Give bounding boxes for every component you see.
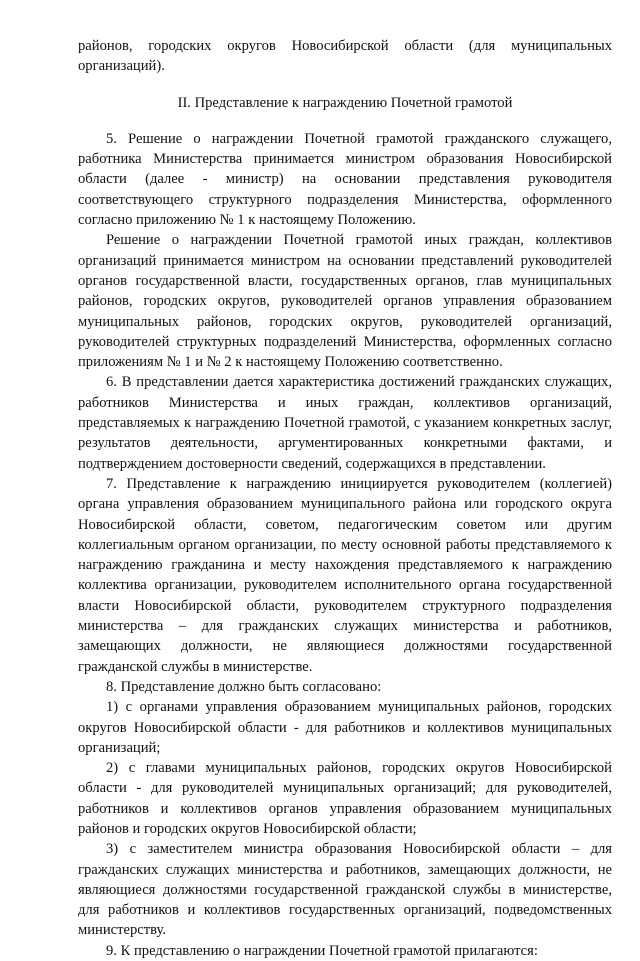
paragraph-5: 5. Решение о награждении Почетной грамотой гражданского служащего, работника Министерства принимается министром образования Новосибирской области (далее - министр) на основании представления руководителя соответствующего структурного подразделения Министерства, оформленного согласно приложению № 1 к настоящему Положению. bbox=[78, 130, 612, 229]
document-page bbox=[78, 36, 612, 961]
paragraph-8-item-3: 3) с заместителем министра образования Новосибирской области – для гражданских служащих министерства и работников, замещающих должности, не являющиеся должностями государственной гражданской службы в министерстве, для работников и коллективов государственных организаций, подведомственных министерству. bbox=[78, 841, 612, 939]
paragraph-7: 7. Представление к награждению инициируется руководителем (коллегией) органа управления образованием муниципального района или городского округа Новосибирской области, советом, педагогическим советом или другим коллегиальным органом организации, по месту основной работы представляемого к награждению гражданина и месту нахождения представляемого к награждению коллектива организации, руководителем исполнительного органа государственной власти Новосибирской области, руководителем структурного подразделения министерства – для гражданских служащих министерства и работников, замещающих должности, не являющиеся должностями государственной гражданской службы в министерстве. bbox=[78, 475, 612, 675]
paragraph-6: 6. В представлении дается характеристика достижений гражданских служащих, работников Министерства и иных граждан, коллективов организаций, представляемых к награждению Почетной грамотой, с указанием конкретных заслуг, результатов деятельности, аргументированных конкретными фактами, и подтверждением достоверности сведений, содержащихся в представлении. bbox=[78, 374, 612, 472]
paragraph-5-decision: Решение о награждении Почетной грамотой иных граждан, коллективов организаций принимается министром на основании представлений руководителей органов государственной власти, государственных органов, глав муниципальных районов, городских округов, руководителей органов управления образованием муниципальных районов, городских округов, руководителей организаций, руководителей структурных подразделений Министерства, оформленных согласно приложениям № 1 и № 2 к настоящему Положению соответственно. bbox=[78, 232, 612, 371]
intro-continuation: районов, городских округов Новосибирской области (для муниципальных организаций). bbox=[78, 38, 612, 75]
paragraph-8-item-1: 1) с органами управления образованием муниципальных районов, городских округов Новосибирской области - для работников и коллективов муниципальных организаций; bbox=[78, 699, 612, 756]
section-heading: II. Представление к награждению Почетной грамотой bbox=[177, 94, 513, 111]
paragraph-8-item-2: 2) с главами муниципальных районов, городских округов Новосибирской области - для руководителей муниципальных организаций; для руководителей, работников и коллективов органов управления образованием муниципальных районов и городских округов Новосибирской области; bbox=[78, 760, 612, 837]
paragraph-8: 8. Представление должно быть согласовано: bbox=[106, 678, 382, 695]
paragraph-9: 9. К представлению о награждении Почетной грамотой прилагаются: bbox=[106, 942, 538, 959]
